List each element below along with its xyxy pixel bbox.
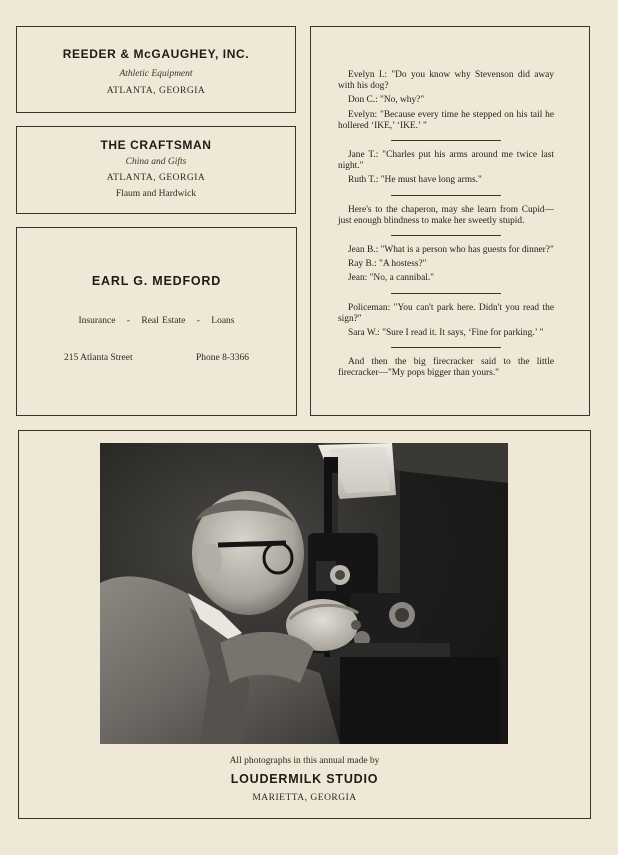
joke-line: And then the big firecracker said to the little firecracker—"My pops bigger than yours." [338,357,554,379]
medford-separator-2: - [196,316,200,326]
joke-line: Here's to the chaperon, may she learn from Cupid—just enough blindness to make her sweetly stupid. [338,204,554,226]
divider [391,235,501,236]
medford-separator-1: - [126,316,130,326]
divider [391,347,501,348]
joke-line: Jean: "No, a cannibal." [348,273,435,284]
joke-line: Evelyn: "Because every time he stepped on his tail he hollered ‘IKE,’ ‘IKE.’ " [338,109,554,131]
medford-service-real-estate: Real Estate [141,316,186,326]
reeder-name: REEDER & McGAUGHEY, INC. [62,47,250,61]
joke-line: Evelyn I.: "Do you know why Stevenson did away with his dog? [338,70,554,92]
ad-craftsman [16,126,296,214]
photographer-photo [100,443,508,744]
ad-reeder-mcgaughey [16,26,296,113]
reeder-location: ATLANTA, GEORGIA [106,86,206,96]
medford-address: 215 Atlanta Street [64,353,133,363]
ad-earl-medford [16,227,297,416]
medford-name: EARL G. MEDFORD [91,274,222,288]
craftsman-name: THE CRAFTSMAN [100,138,212,152]
joke-line: Sara W.: "Sure I read it. It says, ‘Fine for parking.’ " [348,328,544,339]
studio-name: LOUDERMILK STUDIO [230,772,379,786]
craftsman-location: ATLANTA, GEORGIA [106,173,206,183]
joke-line: Jane T.: "Charles put his arms around me twice last night." [338,150,554,172]
medford-service-insurance: Insurance [78,316,116,326]
studio-caption: All photographs in this annual made by [229,756,380,766]
craftsman-tagline: China and Gifts [125,157,187,167]
medford-service-loans: Loans [211,316,235,326]
joke-line: Policeman: "You can't park here. Didn't you read the sign?" [338,302,554,324]
joke-line: Ray B.: "A hostess?" [348,259,427,270]
divider [391,140,501,141]
craftsman-address: Flaum and Hardwick [115,189,197,199]
medford-services [17,316,296,326]
joke-line: Jean B.: "What is a person who has guests for dinner?" [348,245,554,256]
medford-phone: Phone 8-3366 [196,353,250,363]
reeder-tagline: Athletic Equipment [119,69,193,79]
studio-location: MARIETTA, GEORGIA [252,793,357,803]
photographer-illustration [100,443,508,744]
joke-line: Ruth T.: "He must have long arms." [348,175,482,186]
joke-line: Don C.: "No, why?" [348,95,425,106]
divider [391,293,501,294]
jokes-column [338,70,554,383]
divider [391,195,501,196]
